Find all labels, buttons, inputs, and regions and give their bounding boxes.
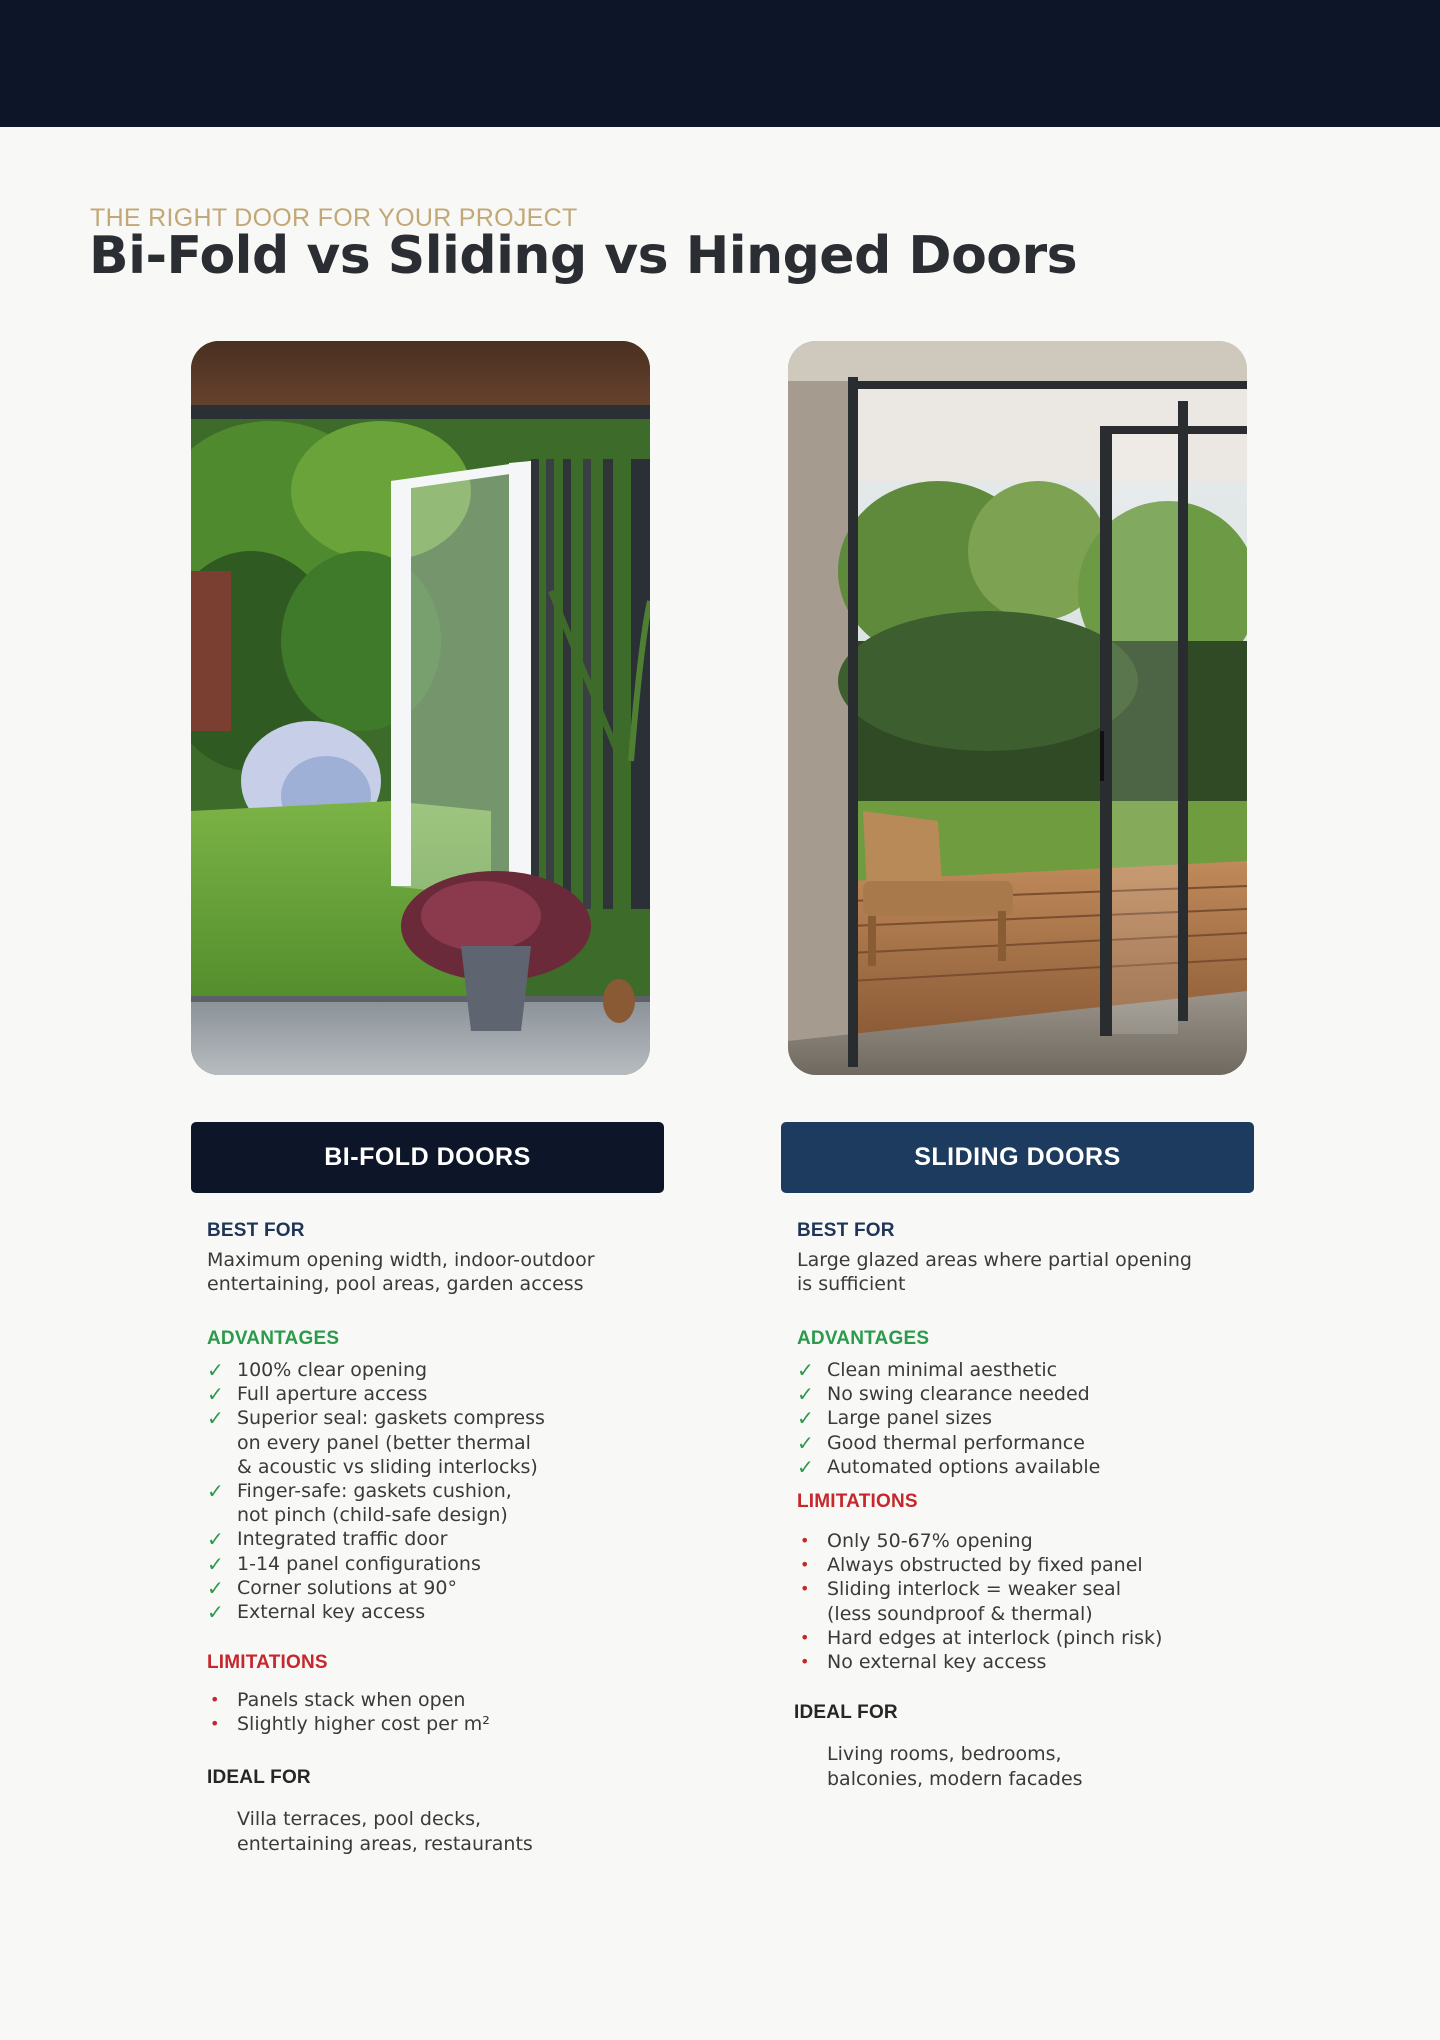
bifold-limitation-item-text: Slightly higher cost per m² [237, 1713, 490, 1736]
sliding-limitation-item [797, 1650, 1267, 1674]
bifold-advantage-item [207, 1479, 677, 1527]
sliding-details [794, 1220, 1267, 1792]
sliding-best-for-line: is sufficient [797, 1273, 906, 1295]
sliding-limitation-item [797, 1626, 1267, 1650]
bifold-ideal-line: Villa terraces, pool decks, [237, 1807, 482, 1830]
sliding-limitation-item-text: Sliding interlock = weaker seal [827, 1578, 1121, 1601]
check-icon: ✓ [207, 1575, 224, 1600]
check-icon: ✓ [797, 1454, 814, 1479]
check-icon: ✓ [207, 1600, 224, 1625]
check-icon: ✓ [207, 1382, 224, 1407]
sliding-best-for-line: Large glazed areas where partial opening [797, 1249, 1192, 1271]
bifold-advantage-item-text: & acoustic vs sliding interlocks) [237, 1455, 538, 1478]
bifold-advantage-item-text: on every panel (better thermal [237, 1431, 531, 1454]
bifold-best-for-line: entertaining, pool areas, garden access [207, 1273, 584, 1295]
top-header-bar [0, 0, 1440, 127]
sliding-advantage-item-text: No swing clearance needed [827, 1383, 1090, 1406]
sliding-limitation-item-text: No external key access [827, 1651, 1047, 1674]
bifold-advantage-item [207, 1552, 677, 1576]
bifold-ideal-heading: IDEAL FOR [207, 1766, 311, 1788]
bifold-advantage-item [207, 1527, 677, 1551]
check-icon: ✓ [797, 1382, 814, 1407]
sliding-advantage-item-text: Large panel sizes [827, 1407, 992, 1430]
check-icon: ✓ [207, 1406, 224, 1431]
sliding-ideal-line: Living rooms, bedrooms, [827, 1743, 1062, 1766]
sliding-advantage-item [797, 1431, 1267, 1455]
sliding-best-for-heading: BEST FOR [797, 1220, 895, 1241]
check-icon: ✓ [207, 1479, 224, 1504]
sliding-limitation-item [797, 1577, 1267, 1625]
sliding-limitation-item-text: Hard edges at interlock (pinch risk) [827, 1626, 1163, 1649]
bifold-advantage-item-text: 1-14 panel configurations [237, 1552, 481, 1575]
sliding-door-photo [788, 341, 1247, 1075]
check-icon: ✓ [207, 1358, 224, 1382]
sliding-limitations-list [797, 1529, 1267, 1674]
sliding-ideal-text [827, 1742, 1267, 1792]
bifold-advantage-item [207, 1406, 677, 1479]
sliding-limitation-item-text: Only 50-67% opening [827, 1530, 1033, 1553]
sliding-advantages-list [797, 1358, 1267, 1479]
sliding-limitation-item [797, 1529, 1267, 1553]
bifold-limitation-item-text: Panels stack when open [237, 1689, 466, 1712]
bifold-best-for-heading: BEST FOR [207, 1220, 305, 1241]
bifold-advantage-item-text: not pinch (child-safe design) [237, 1504, 508, 1527]
bifold-advantage-item [207, 1382, 677, 1406]
bifold-advantage-item-text: External key access [237, 1601, 426, 1624]
bullet-icon: • [800, 1555, 810, 1575]
sliding-limitation-item [797, 1553, 1267, 1577]
bullet-icon: • [800, 1531, 810, 1551]
bifold-advantage-item [207, 1358, 677, 1382]
bullet-icon: • [210, 1690, 220, 1710]
page-title: Bi-Fold vs Sliding vs Hinged Doors [89, 226, 1078, 286]
sliding-limitations-heading: LIMITATIONS [797, 1491, 918, 1513]
sliding-doors-banner: SLIDING DOORS [781, 1122, 1254, 1193]
bifold-advantages-list [207, 1358, 677, 1624]
bifold-door-photo [191, 341, 650, 1075]
check-icon: ✓ [207, 1527, 224, 1552]
sliding-ideal-line: balconies, modern facades [827, 1768, 1083, 1791]
bullet-icon: • [800, 1579, 810, 1599]
sliding-advantage-item-text: Clean minimal aesthetic [827, 1359, 1058, 1381]
sliding-limitation-item-text: Always obstructed by fixed panel [827, 1554, 1143, 1577]
bifold-limitations-list [207, 1688, 677, 1736]
bifold-advantage-item-text: Superior seal: gaskets compress [237, 1407, 545, 1430]
bifold-advantage-item [207, 1600, 677, 1624]
bifold-advantages-heading: ADVANTAGES [207, 1328, 340, 1349]
sliding-best-for-text [797, 1248, 1267, 1296]
check-icon: ✓ [207, 1551, 224, 1576]
sliding-advantage-item-text: Good thermal performance [827, 1431, 1085, 1454]
bifold-advantage-item-text: Corner solutions at 90° [237, 1576, 457, 1599]
sliding-advantage-item [797, 1382, 1267, 1406]
bifold-best-for-line: Maximum opening width, indoor-outdoor [207, 1249, 595, 1271]
bifold-limitation-item [207, 1688, 677, 1712]
bifold-details [207, 1220, 677, 1857]
sliding-limitation-item-text: (less soundproof & thermal) [827, 1602, 1093, 1625]
eyebrow-text: THE RIGHT DOOR FOR YOUR PROJECT [90, 204, 578, 232]
bifold-limitations-heading: LIMITATIONS [207, 1652, 328, 1674]
bullet-icon: • [800, 1627, 810, 1647]
bullet-icon: • [210, 1714, 220, 1734]
bifold-limitation-item [207, 1712, 677, 1736]
bullet-icon: • [800, 1652, 810, 1672]
bifold-ideal-line: entertaining areas, restaurants [237, 1832, 533, 1855]
bifold-ideal-text [237, 1807, 677, 1857]
sliding-advantage-item [797, 1358, 1267, 1382]
bifold-advantage-item [207, 1576, 677, 1600]
bifold-advantage-item-text: Finger-safe: gaskets cushion, [237, 1480, 512, 1503]
check-icon: ✓ [797, 1430, 814, 1455]
sliding-advantages-heading: ADVANTAGES [797, 1328, 930, 1349]
bifold-advantage-item-text: 100% clear opening [237, 1359, 428, 1381]
sliding-advantage-item [797, 1406, 1267, 1430]
bifold-advantage-item-text: Full aperture access [237, 1383, 428, 1406]
bifold-doors-banner: BI-FOLD DOORS [191, 1122, 664, 1193]
bifold-best-for-text [207, 1248, 677, 1296]
sliding-advantage-item-text: Automated options available [827, 1455, 1101, 1478]
sliding-advantage-item [797, 1455, 1267, 1479]
sliding-ideal-heading: IDEAL FOR [794, 1702, 898, 1724]
check-icon: ✓ [797, 1358, 814, 1382]
check-icon: ✓ [797, 1406, 814, 1431]
bifold-advantage-item-text: Integrated traffic door [237, 1528, 448, 1551]
